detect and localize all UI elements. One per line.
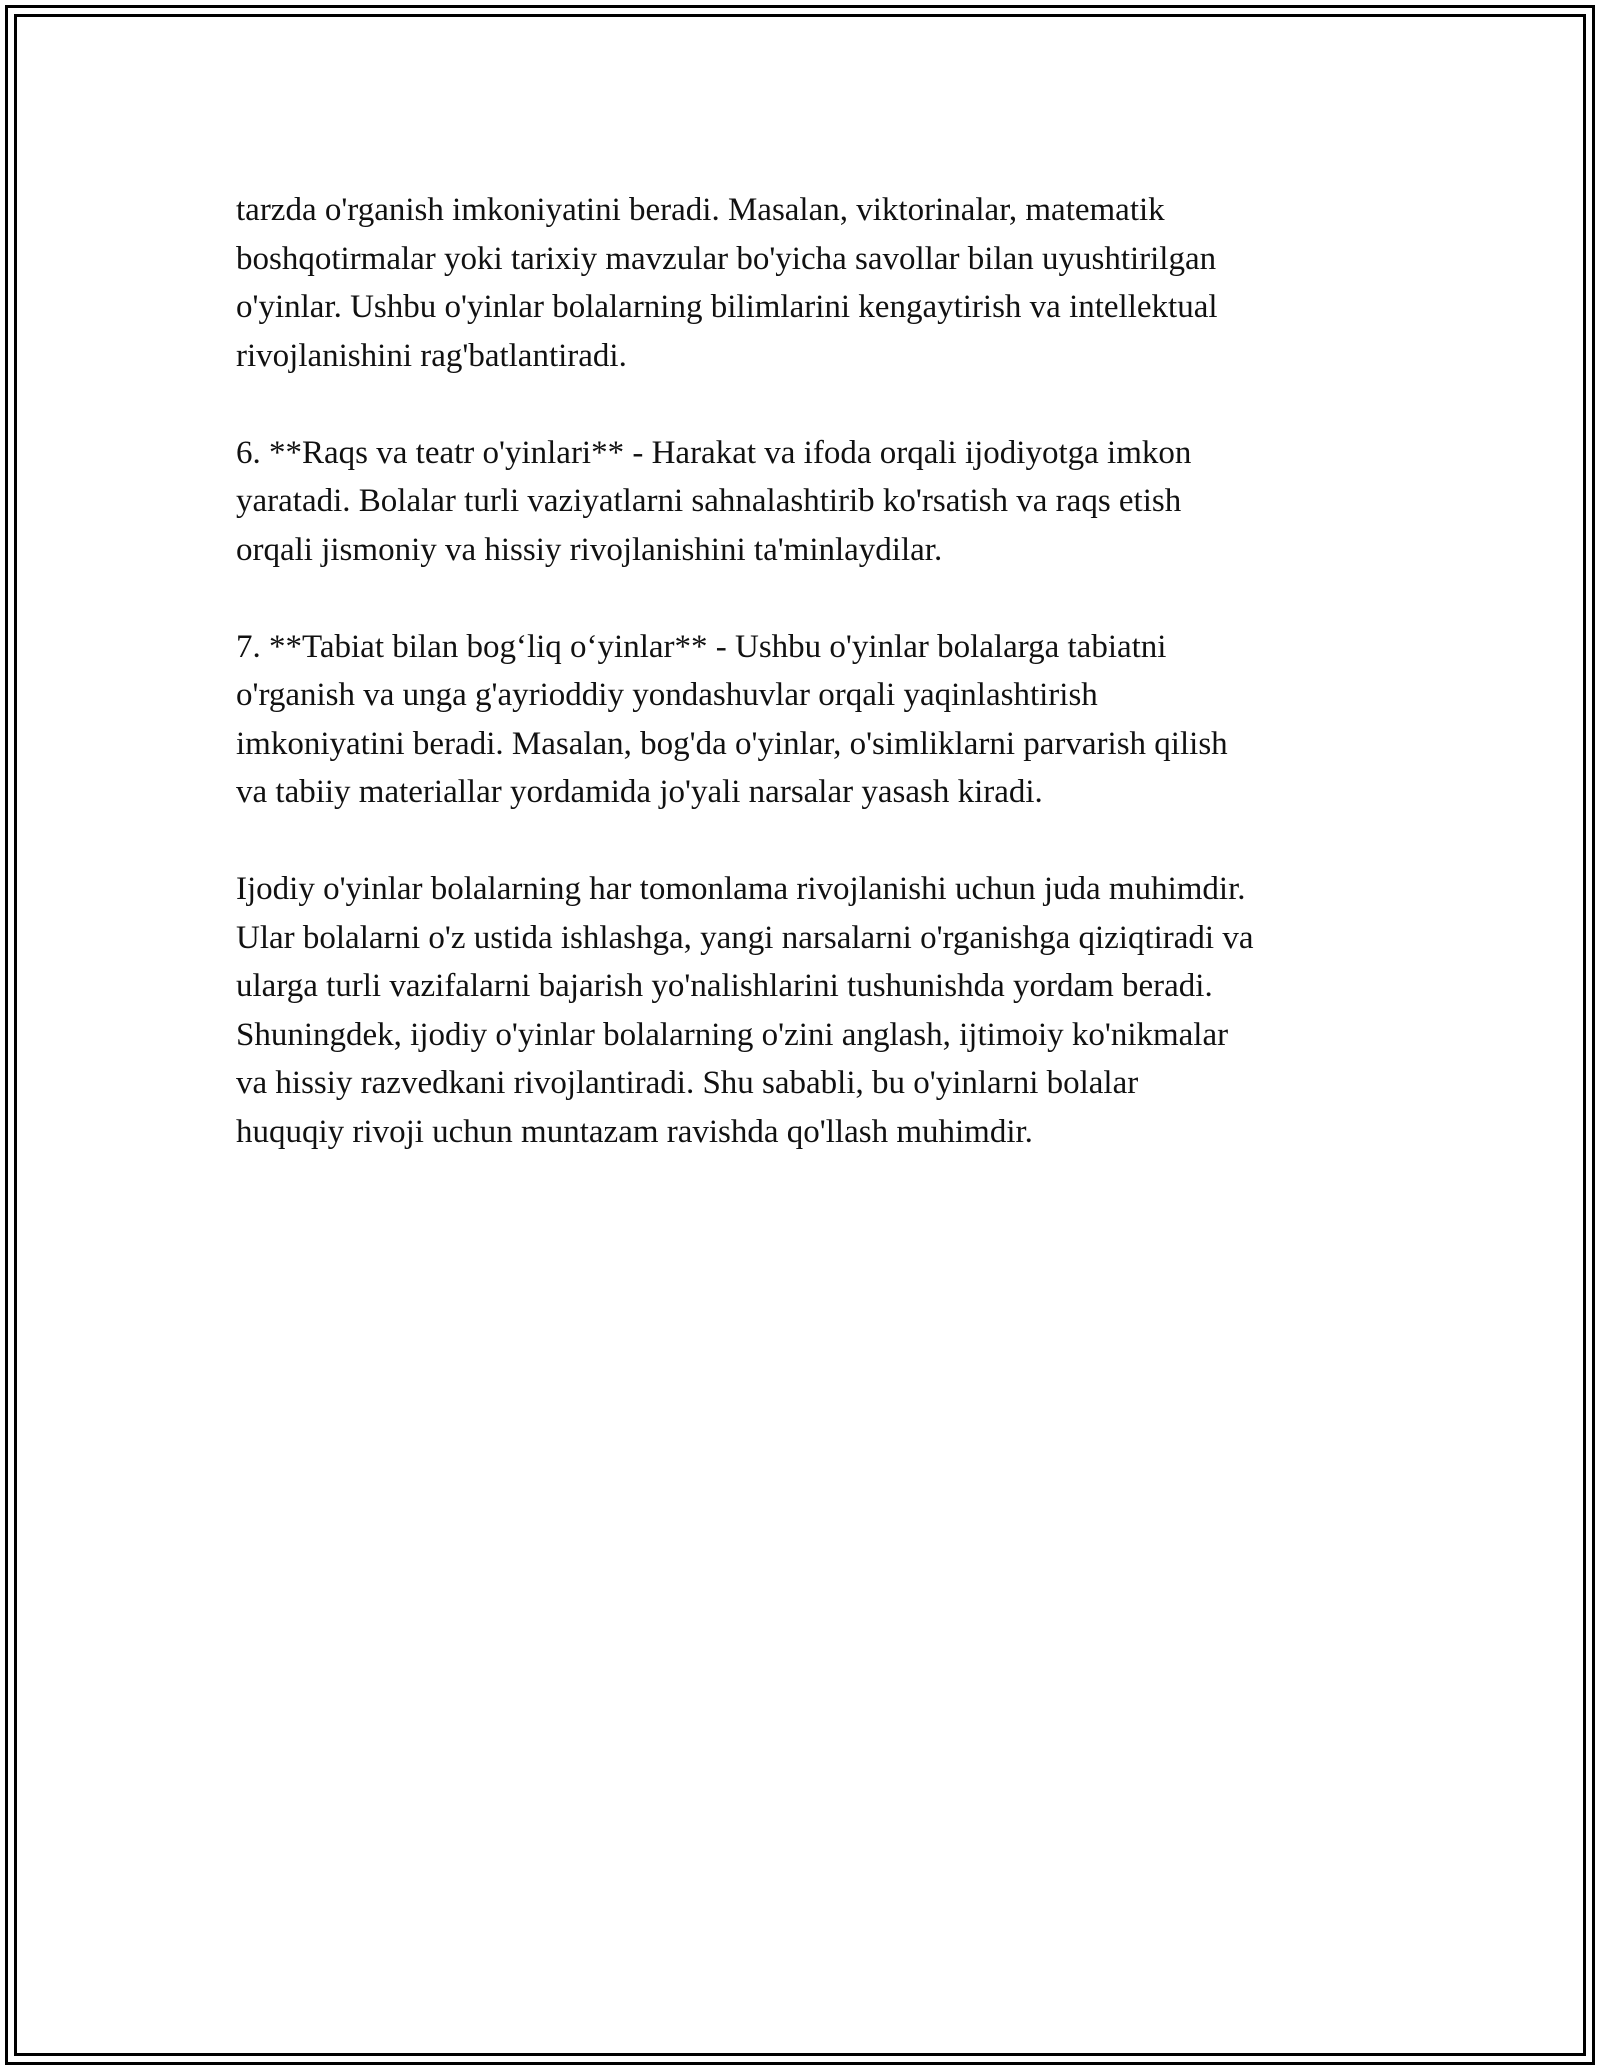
text-line: ularga turli vazifalarni bajarish yo'nalishlarini tushunishda yordam beradi. [236,968,1213,1004]
text-line: boshqotirmalar yoki tarixiy mavzular bo'yicha savollar bilan uyushtirilgan [236,240,1217,277]
text-line: va hissiy razvedkani rivojlantiradi. Shu sababli, bu o'yinlarni bolalar [236,1065,1139,1101]
text-line: Ular bolalarni o'z ustida ishlashga, yangi narsalarni o'rganishga qiziqtiradi va [236,919,1254,956]
text-line: yaratadi. Bolalar turli vaziyatlarni sahnalashtirib ko'rsatish va raqs etish [236,483,1182,519]
text-line: 7. **Tabiat bilan bog‘liq o‘yinlar** - Ushbu o'yinlar bolalarga tabiatni [236,628,1167,665]
text-line: o'rganish va unga g'ayrioddiy yondashuvlar orqali yaqinlashtirish [236,677,1098,713]
text-line: rivojlanishini rag'batlantiradi. [236,337,627,374]
text-line: huquqiy rivoji uchun muntazam ravishda qo'llash muhimdir. [236,1113,1033,1150]
text-line: 6. **Raqs va teatr o'yinlari** - Harakat va ifoda orqali ijodiyotga imkon [236,434,1192,471]
text-line: orqali jismoniy va hissiy rivojlanishini ta'minlaydilar. [236,531,943,568]
text-line: imkoniyatini beradi. Masalan, bog'da o'yinlar, o'simliklarni parvarish qilish [236,725,1228,762]
paragraph-item-7 [236,623,1416,817]
text-line: Ijodiy o'yinlar bolalarning har tomonlama rivojlanishi uchun juda muhimdir. [236,871,1246,907]
paragraph-intro-continuation [236,186,1416,380]
paragraph-conclusion [236,865,1416,1156]
paragraph-item-6 [236,429,1416,575]
text-line: Shuningdek, ijodiy o'yinlar bolalarning o'zini anglash, ijtimoiy ko'nikmalar [236,1016,1229,1053]
text-line: o'yinlar. Ushbu o'yinlar bolalarning bilimlarini kengaytirish va intellektual [236,289,1218,325]
document-body [236,186,1416,1205]
text-line: tarzda o'rganish imkoniyatini beradi. Masalan, viktorinalar, matematik [236,192,1165,228]
text-line: va tabiiy materiallar yordamida jo'yali narsalar yasash kiradi. [236,774,1043,810]
